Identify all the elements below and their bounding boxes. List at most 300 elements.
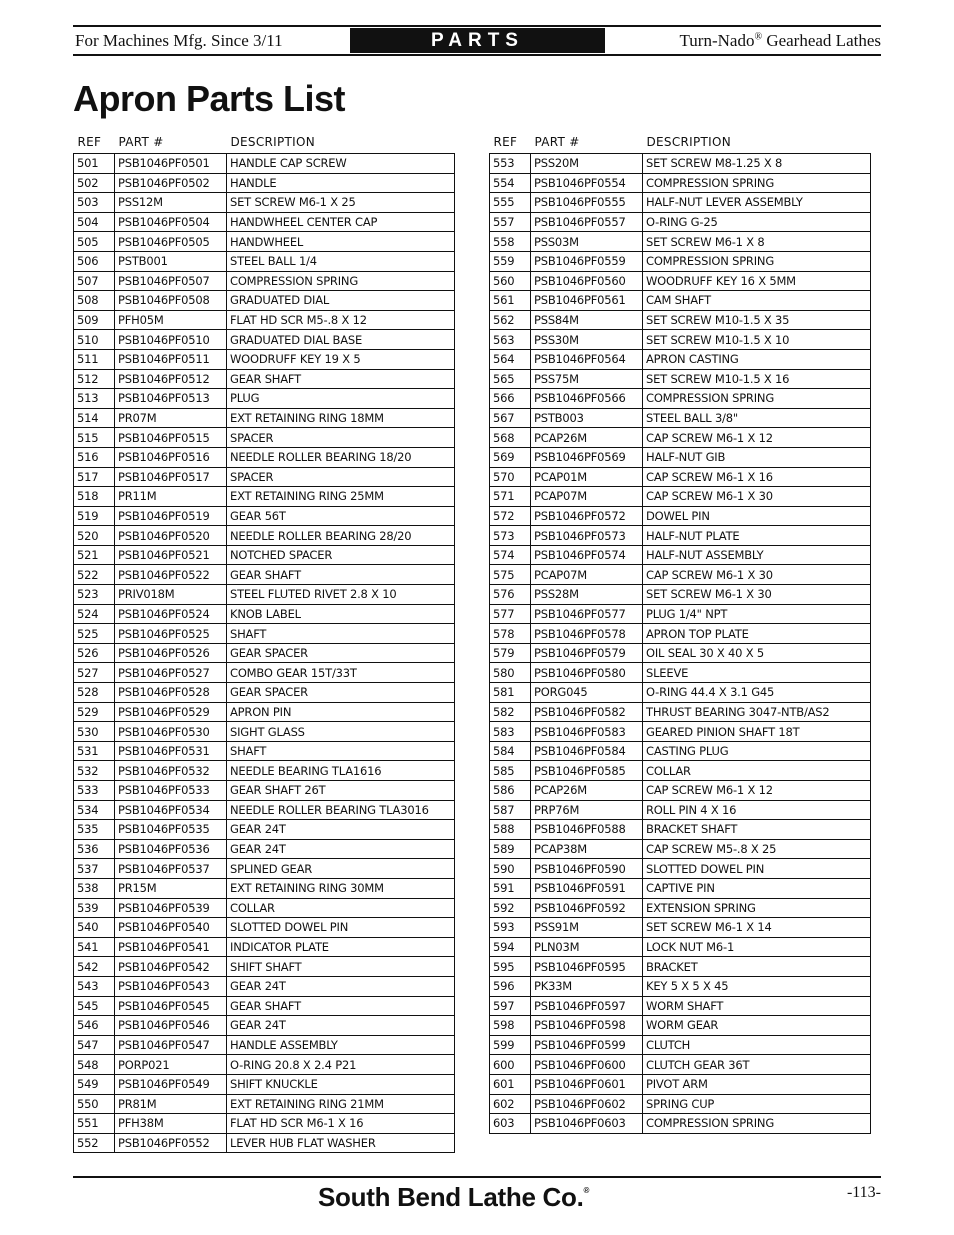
cell-description: SPACER <box>227 428 455 448</box>
table-row <box>74 1133 455 1153</box>
cell-part-number: PSS03M <box>531 232 643 252</box>
cell-part-number: PSB1046PF0508 <box>115 291 227 311</box>
table-row <box>490 859 871 879</box>
cell-ref: 512 <box>74 369 115 389</box>
cell-part-number: PSB1046PF0590 <box>531 859 643 879</box>
footer-rule <box>73 1176 881 1178</box>
table-row <box>490 643 871 663</box>
brand-registered-mark: ® <box>583 1186 590 1195</box>
cell-part-number: PSB1046PF0513 <box>115 389 227 409</box>
cell-part-number: PSB1046PF0520 <box>115 526 227 546</box>
table-row <box>74 428 455 448</box>
cell-description: COMPRESSION SPRING <box>643 173 871 193</box>
cell-ref: 565 <box>490 369 531 389</box>
cell-part-number: PSB1046PF0569 <box>531 447 643 467</box>
section-label: PARTS <box>350 28 605 53</box>
cell-part-number: PSS84M <box>531 310 643 330</box>
table-header-row <box>490 131 871 154</box>
cell-description: WORM SHAFT <box>643 996 871 1016</box>
cell-part-number: PSS91M <box>531 918 643 938</box>
cell-ref: 602 <box>490 1094 531 1114</box>
cell-ref: 530 <box>74 722 115 742</box>
page-title: Apron Parts List <box>73 78 346 119</box>
cell-part-number: PSB1046PF0557 <box>531 212 643 232</box>
cell-ref: 600 <box>490 1055 531 1075</box>
cell-ref: 507 <box>74 271 115 291</box>
table-row <box>74 545 455 565</box>
cell-part-number: PSB1046PF0534 <box>115 800 227 820</box>
cell-ref: 573 <box>490 526 531 546</box>
cell-description: SPLINED GEAR <box>227 859 455 879</box>
cell-description: SET SCREW M10-1.5 X 35 <box>643 310 871 330</box>
cell-description: SHIFT KNUCKLE <box>227 1074 455 1094</box>
cell-description: SHAFT <box>227 624 455 644</box>
cell-ref: 535 <box>74 820 115 840</box>
page-header <box>73 28 881 53</box>
registered-mark: ® <box>754 30 763 42</box>
cell-ref: 505 <box>74 232 115 252</box>
cell-ref: 509 <box>74 310 115 330</box>
header-machine-note: For Machines Mfg. Since 3/11 <box>75 30 283 50</box>
cell-part-number: PSB1046PF0577 <box>531 604 643 624</box>
cell-ref: 572 <box>490 506 531 526</box>
cell-description: COMBO GEAR 15T/33T <box>227 663 455 683</box>
cell-description: SET SCREW M6-1 X 14 <box>643 918 871 938</box>
table-row <box>74 604 455 624</box>
table-row <box>490 761 871 781</box>
cell-ref: 551 <box>74 1114 115 1134</box>
cell-description: CAP SCREW M6-1 X 16 <box>643 467 871 487</box>
column-header-ref: REF <box>77 135 102 149</box>
cell-description: CAP SCREW M6-1 X 12 <box>643 781 871 801</box>
table-row <box>490 898 871 918</box>
parts-table-right <box>489 131 871 1134</box>
column-header-description: DESCRIPTION <box>230 135 316 149</box>
cell-description: APRON TOP PLATE <box>643 624 871 644</box>
cell-part-number: PSB1046PF0559 <box>531 251 643 271</box>
cell-part-number: PSB1046PF0524 <box>115 604 227 624</box>
header-top-rule <box>73 25 881 27</box>
cell-part-number: PSB1046PF0533 <box>115 781 227 801</box>
cell-description: NEEDLE ROLLER BEARING 28/20 <box>227 526 455 546</box>
table-row <box>74 702 455 722</box>
cell-ref: 554 <box>490 173 531 193</box>
cell-description: O-RING 44.4 X 3.1 G45 <box>643 683 871 703</box>
cell-ref: 596 <box>490 976 531 996</box>
cell-description: PLUG <box>227 389 455 409</box>
table-row <box>74 683 455 703</box>
cell-part-number: PSB1046PF0578 <box>531 624 643 644</box>
cell-ref: 566 <box>490 389 531 409</box>
cell-description: SET SCREW M6-1 X 30 <box>643 585 871 605</box>
cell-part-number: PFH05M <box>115 310 227 330</box>
cell-ref: 543 <box>74 976 115 996</box>
cell-description: PIVOT ARM <box>643 1074 871 1094</box>
cell-ref: 525 <box>74 624 115 644</box>
cell-part-number: PSS20M <box>531 154 643 174</box>
cell-part-number: PLN03M <box>531 937 643 957</box>
table-row <box>74 193 455 213</box>
cell-description: ROLL PIN 4 X 16 <box>643 800 871 820</box>
cell-description: GEAR SPACER <box>227 683 455 703</box>
table-row <box>74 349 455 369</box>
cell-part-number: PCAP07M <box>531 565 643 585</box>
product-name: Turn-Nado <box>679 30 755 50</box>
table-row <box>490 330 871 350</box>
cell-part-number: PSB1046PF0601 <box>531 1074 643 1094</box>
table-row <box>490 976 871 996</box>
cell-part-number: PSB1046PF0528 <box>115 683 227 703</box>
cell-description: CAM SHAFT <box>643 291 871 311</box>
cell-description: SPRING CUP <box>643 1094 871 1114</box>
table-row <box>490 722 871 742</box>
cell-part-number: PSB1046PF0573 <box>531 526 643 546</box>
table-row <box>74 487 455 507</box>
cell-part-number: PSB1046PF0502 <box>115 173 227 193</box>
table-header-row <box>74 131 455 154</box>
cell-ref: 568 <box>490 428 531 448</box>
cell-part-number: PFH38M <box>115 1114 227 1134</box>
cell-description: APRON CASTING <box>643 349 871 369</box>
cell-ref: 547 <box>74 1035 115 1055</box>
cell-description: GEARED PINION SHAFT 18T <box>643 722 871 742</box>
table-row <box>490 1016 871 1036</box>
cell-description: SET SCREW M10-1.5 X 16 <box>643 369 871 389</box>
table-row <box>74 976 455 996</box>
cell-description: OIL SEAL 30 X 40 X 5 <box>643 643 871 663</box>
table-row <box>490 1074 871 1094</box>
cell-part-number: PSB1046PF0599 <box>531 1035 643 1055</box>
cell-ref: 552 <box>74 1133 115 1153</box>
cell-ref: 524 <box>74 604 115 624</box>
cell-ref: 588 <box>490 820 531 840</box>
table-row <box>74 232 455 252</box>
cell-part-number: PSB1046PF0546 <box>115 1016 227 1036</box>
table-row <box>490 741 871 761</box>
cell-description: HALF-NUT PLATE <box>643 526 871 546</box>
column-header-part: PART # <box>118 135 164 149</box>
cell-ref: 562 <box>490 310 531 330</box>
table-row <box>490 565 871 585</box>
cell-part-number: PSB1046PF0560 <box>531 271 643 291</box>
table-row <box>490 506 871 526</box>
cell-ref: 595 <box>490 957 531 977</box>
cell-description: SHIFT SHAFT <box>227 957 455 977</box>
table-row <box>490 1114 871 1134</box>
table-row <box>490 878 871 898</box>
cell-ref: 520 <box>74 526 115 546</box>
brand-logo <box>318 1182 589 1213</box>
cell-description: FLAT HD SCR M6-1 X 16 <box>227 1114 455 1134</box>
table-row <box>490 291 871 311</box>
table-row <box>490 428 871 448</box>
table-row <box>74 878 455 898</box>
cell-description: KEY 5 X 5 X 45 <box>643 976 871 996</box>
cell-part-number: PSB1046PF0515 <box>115 428 227 448</box>
cell-description: GEAR 24T <box>227 1016 455 1036</box>
cell-description: GEAR SHAFT <box>227 996 455 1016</box>
column-header-ref: REF <box>493 135 518 149</box>
cell-part-number: PSB1046PF0511 <box>115 349 227 369</box>
cell-part-number: PSB1046PF0591 <box>531 878 643 898</box>
cell-description: HALF-NUT ASSEMBLY <box>643 545 871 565</box>
table-row <box>74 447 455 467</box>
cell-description: WOODRUFF KEY 19 X 5 <box>227 349 455 369</box>
cell-part-number: PSB1046PF0501 <box>115 154 227 174</box>
cell-ref: 581 <box>490 683 531 703</box>
cell-part-number: PSB1046PF0543 <box>115 976 227 996</box>
cell-part-number: PSB1046PF0554 <box>531 173 643 193</box>
table-row <box>74 859 455 879</box>
cell-description: EXT RETAINING RING 30MM <box>227 878 455 898</box>
cell-ref: 578 <box>490 624 531 644</box>
cell-ref: 559 <box>490 251 531 271</box>
cell-part-number: PSB1046PF0592 <box>531 898 643 918</box>
cell-ref: 542 <box>74 957 115 977</box>
table-row <box>74 839 455 859</box>
table-row <box>490 1035 871 1055</box>
table-row <box>74 663 455 683</box>
cell-part-number: PK33M <box>531 976 643 996</box>
table-row <box>490 800 871 820</box>
cell-part-number: PSB1046PF0598 <box>531 1016 643 1036</box>
cell-ref: 563 <box>490 330 531 350</box>
cell-ref: 521 <box>74 545 115 565</box>
cell-part-number: PSB1046PF0561 <box>531 291 643 311</box>
cell-ref: 527 <box>74 663 115 683</box>
cell-ref: 561 <box>490 291 531 311</box>
cell-part-number: PRP76M <box>531 800 643 820</box>
cell-part-number: PSB1046PF0536 <box>115 839 227 859</box>
table-row <box>490 447 871 467</box>
column-header-description: DESCRIPTION <box>646 135 732 149</box>
header-product-name <box>605 31 881 51</box>
cell-description: CAP SCREW M5-.8 X 25 <box>643 839 871 859</box>
header-bottom-rule <box>73 54 881 56</box>
cell-ref: 598 <box>490 1016 531 1036</box>
cell-ref: 526 <box>74 643 115 663</box>
table-row <box>490 526 871 546</box>
table-row <box>74 565 455 585</box>
cell-description: SPACER <box>227 467 455 487</box>
cell-part-number: PSB1046PF0527 <box>115 663 227 683</box>
cell-part-number: PCAP01M <box>531 467 643 487</box>
cell-ref: 529 <box>74 702 115 722</box>
cell-ref: 549 <box>74 1074 115 1094</box>
table-row <box>74 937 455 957</box>
cell-description: CASTING PLUG <box>643 741 871 761</box>
cell-ref: 571 <box>490 487 531 507</box>
table-row <box>74 800 455 820</box>
cell-part-number: PORG045 <box>531 683 643 703</box>
cell-ref: 601 <box>490 1074 531 1094</box>
cell-part-number: PSTB003 <box>531 408 643 428</box>
cell-part-number: PRIV018M <box>115 585 227 605</box>
cell-ref: 587 <box>490 800 531 820</box>
cell-ref: 550 <box>74 1094 115 1114</box>
cell-part-number: PSB1046PF0516 <box>115 447 227 467</box>
cell-description: COLLAR <box>643 761 871 781</box>
cell-ref: 513 <box>74 389 115 409</box>
cell-part-number: PSB1046PF0535 <box>115 820 227 840</box>
cell-ref: 528 <box>74 683 115 703</box>
table-row <box>74 173 455 193</box>
cell-description: GEAR 24T <box>227 976 455 996</box>
cell-ref: 539 <box>74 898 115 918</box>
cell-ref: 502 <box>74 173 115 193</box>
table-row <box>490 996 871 1016</box>
cell-part-number: PR15M <box>115 878 227 898</box>
cell-description: GRADUATED DIAL BASE <box>227 330 455 350</box>
cell-ref: 517 <box>74 467 115 487</box>
table-row <box>490 624 871 644</box>
cell-ref: 533 <box>74 781 115 801</box>
table-row <box>490 839 871 859</box>
cell-ref: 591 <box>490 878 531 898</box>
cell-ref: 540 <box>74 918 115 938</box>
cell-part-number: PSB1046PF0522 <box>115 565 227 585</box>
table-row <box>490 1094 871 1114</box>
cell-description: NEEDLE BEARING TLA1616 <box>227 761 455 781</box>
cell-part-number: PSB1046PF0521 <box>115 545 227 565</box>
cell-part-number: PSB1046PF0574 <box>531 545 643 565</box>
cell-description: FLAT HD SCR M5-.8 X 12 <box>227 310 455 330</box>
cell-ref: 537 <box>74 859 115 879</box>
cell-ref: 576 <box>490 585 531 605</box>
column-header-part: PART # <box>534 135 580 149</box>
table-row <box>490 349 871 369</box>
table-row <box>74 585 455 605</box>
cell-ref: 570 <box>490 467 531 487</box>
table-row <box>74 761 455 781</box>
cell-part-number: PSTB001 <box>115 251 227 271</box>
cell-description: NEEDLE ROLLER BEARING 18/20 <box>227 447 455 467</box>
table-row <box>490 389 871 409</box>
cell-description: GEAR 24T <box>227 820 455 840</box>
cell-part-number: PSB1046PF0582 <box>531 702 643 722</box>
table-row <box>490 781 871 801</box>
cell-part-number: PSB1046PF0526 <box>115 643 227 663</box>
cell-description: CAP SCREW M6-1 X 30 <box>643 487 871 507</box>
cell-description: EXT RETAINING RING 25MM <box>227 487 455 507</box>
table-row <box>74 1055 455 1075</box>
cell-ref: 511 <box>74 349 115 369</box>
cell-ref: 501 <box>74 154 115 174</box>
cell-description: GEAR SHAFT <box>227 565 455 585</box>
cell-description: NEEDLE ROLLER BEARING TLA3016 <box>227 800 455 820</box>
cell-part-number: PSB1046PF0512 <box>115 369 227 389</box>
cell-ref: 506 <box>74 251 115 271</box>
cell-ref: 582 <box>490 702 531 722</box>
cell-ref: 558 <box>490 232 531 252</box>
cell-description: COMPRESSION SPRING <box>227 271 455 291</box>
table-row <box>490 154 871 174</box>
cell-description: GEAR SPACER <box>227 643 455 663</box>
table-row <box>74 624 455 644</box>
cell-description: GEAR 24T <box>227 839 455 859</box>
cell-description: CAP SCREW M6-1 X 12 <box>643 428 871 448</box>
cell-description: CLUTCH GEAR 36T <box>643 1055 871 1075</box>
table-row <box>490 957 871 977</box>
table-row <box>74 1114 455 1134</box>
cell-part-number: PSB1046PF0540 <box>115 918 227 938</box>
cell-ref: 546 <box>74 1016 115 1036</box>
cell-description: HANDWHEEL CENTER CAP <box>227 212 455 232</box>
cell-part-number: PSB1046PF0572 <box>531 506 643 526</box>
cell-description: HANDLE <box>227 173 455 193</box>
cell-description: COLLAR <box>227 898 455 918</box>
parts-table-left <box>73 131 455 1153</box>
cell-part-number: PSB1046PF0505 <box>115 232 227 252</box>
cell-description: KNOB LABEL <box>227 604 455 624</box>
cell-description: GEAR SHAFT <box>227 369 455 389</box>
cell-description: WORM GEAR <box>643 1016 871 1036</box>
table-row <box>490 271 871 291</box>
table-row <box>74 1016 455 1036</box>
cell-description: O-RING G-25 <box>643 212 871 232</box>
cell-part-number: PSB1046PF0545 <box>115 996 227 1016</box>
table-row <box>74 898 455 918</box>
table-row <box>74 957 455 977</box>
cell-description: SET SCREW M8-1.25 X 8 <box>643 154 871 174</box>
cell-ref: 508 <box>74 291 115 311</box>
table-row <box>490 310 871 330</box>
cell-ref: 579 <box>490 643 531 663</box>
cell-part-number: PSB1046PF0510 <box>115 330 227 350</box>
table-row <box>490 663 871 683</box>
cell-description: STEEL BALL 3/8" <box>643 408 871 428</box>
cell-part-number: PORP021 <box>115 1055 227 1075</box>
cell-description: HANDLE CAP SCREW <box>227 154 455 174</box>
cell-description: INDICATOR PLATE <box>227 937 455 957</box>
cell-ref: 503 <box>74 193 115 213</box>
cell-description: GRADUATED DIAL <box>227 291 455 311</box>
table-row <box>74 1074 455 1094</box>
cell-description: COMPRESSION SPRING <box>643 251 871 271</box>
table-row <box>74 310 455 330</box>
cell-ref: 590 <box>490 859 531 879</box>
cell-description: COMPRESSION SPRING <box>643 389 871 409</box>
table-row <box>490 820 871 840</box>
cell-description: HALF-NUT LEVER ASSEMBLY <box>643 193 871 213</box>
table-row <box>74 741 455 761</box>
cell-part-number: PSB1046PF0564 <box>531 349 643 369</box>
cell-description: HALF-NUT GIB <box>643 447 871 467</box>
table-row <box>490 683 871 703</box>
cell-ref: 504 <box>74 212 115 232</box>
cell-description: SIGHT GLASS <box>227 722 455 742</box>
cell-ref: 548 <box>74 1055 115 1075</box>
cell-ref: 567 <box>490 408 531 428</box>
table-row <box>74 330 455 350</box>
cell-ref: 522 <box>74 565 115 585</box>
table-row <box>490 1055 871 1075</box>
cell-part-number: PSB1046PF0583 <box>531 722 643 742</box>
cell-description: HANDLE ASSEMBLY <box>227 1035 455 1055</box>
cell-description: CAPTIVE PIN <box>643 878 871 898</box>
cell-description: HANDWHEEL <box>227 232 455 252</box>
cell-part-number: PR11M <box>115 487 227 507</box>
cell-description: LEVER HUB FLAT WASHER <box>227 1133 455 1153</box>
cell-ref: 557 <box>490 212 531 232</box>
cell-ref: 574 <box>490 545 531 565</box>
cell-part-number: PCAP38M <box>531 839 643 859</box>
cell-ref: 586 <box>490 781 531 801</box>
cell-ref: 534 <box>74 800 115 820</box>
cell-part-number: PSB1046PF0597 <box>531 996 643 1016</box>
cell-part-number: PCAP07M <box>531 487 643 507</box>
cell-ref: 514 <box>74 408 115 428</box>
